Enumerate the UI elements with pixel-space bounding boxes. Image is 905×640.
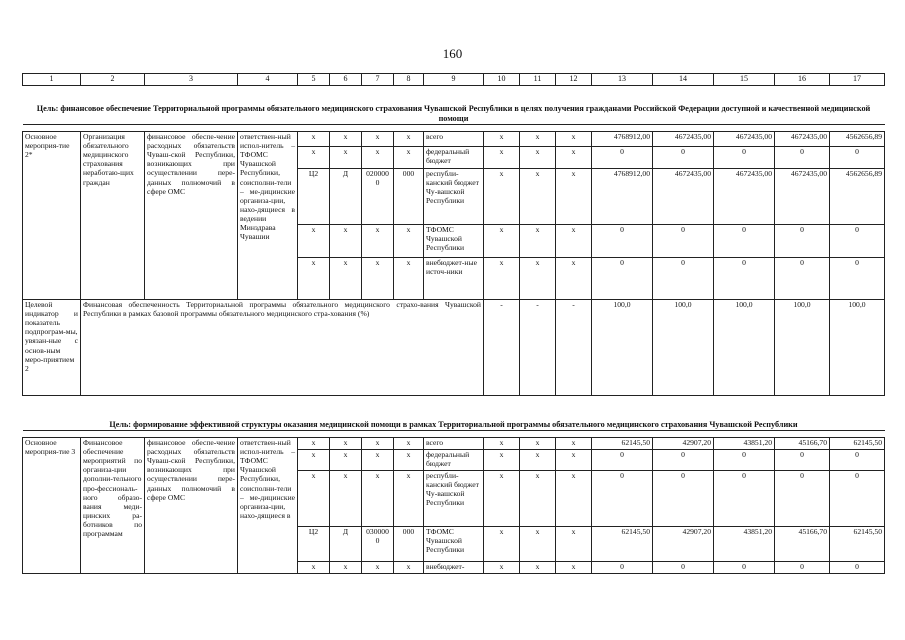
cell-target: x <box>362 258 394 300</box>
cell-amount: 62145,50 <box>830 438 885 450</box>
cell-value: x <box>484 225 520 258</box>
cell-source: ТФОМС Чувашской Республики <box>424 225 484 258</box>
table-row <box>23 438 885 450</box>
cell-amount: 43851,20 <box>714 527 775 562</box>
cell-amount: 62145,50 <box>830 527 885 562</box>
cell-value: x <box>520 527 556 562</box>
cell-amount: 4768912,00 <box>592 169 653 225</box>
cell-value: x <box>484 562 520 574</box>
cell-amount: 0 <box>653 450 714 471</box>
column-number: 3 <box>145 74 238 86</box>
cell-value: x <box>520 147 556 169</box>
table-row <box>23 132 885 147</box>
measure-task: финансовое обеспе-чение расходных обязательств Чуваш-ской Республики, возникающих при осуществлении пере-данных полномочий в сфере ОМС <box>145 132 238 300</box>
cell-value: x <box>484 471 520 527</box>
cell-amount: 4562656,89 <box>830 169 885 225</box>
column-number: 15 <box>714 74 775 86</box>
column-number: 13 <box>592 74 653 86</box>
cell-source: всего <box>424 132 484 147</box>
cell-amount: 4672435,00 <box>775 169 830 225</box>
cell-type: x <box>394 132 424 147</box>
cell-section: x <box>330 258 362 300</box>
cell-amount: 0 <box>714 562 775 574</box>
cell-type: x <box>394 258 424 300</box>
cell-amount: 0 <box>775 225 830 258</box>
cell-amount: 0 <box>714 450 775 471</box>
cell-value: x <box>520 471 556 527</box>
cell-type: x <box>394 471 424 527</box>
program-table <box>22 73 885 574</box>
cell-section: x <box>330 471 362 527</box>
cell-target: x <box>362 450 394 471</box>
cell-amount: 100,0 <box>830 300 885 396</box>
cell-amount: 0 <box>830 258 885 300</box>
cell-target: x <box>362 471 394 527</box>
column-number: 4 <box>238 74 298 86</box>
cell-section: Д <box>330 169 362 225</box>
cell-value: x <box>556 527 592 562</box>
cell-value: x <box>556 450 592 471</box>
cell-value: x <box>520 450 556 471</box>
column-number: 6 <box>330 74 362 86</box>
cell-value: - <box>520 300 556 396</box>
cell-amount: 45166,70 <box>775 438 830 450</box>
cell-grbs: x <box>298 438 330 450</box>
cell-type: x <box>394 562 424 574</box>
cell-value: x <box>520 132 556 147</box>
goal-row <box>23 396 885 431</box>
cell-target: x <box>362 132 394 147</box>
cell-amount: 4672435,00 <box>714 132 775 147</box>
cell-amount: 100,0 <box>653 300 714 396</box>
indicator-row <box>23 300 885 396</box>
measure-name: Основное мероприя-тие 2* <box>23 132 81 300</box>
goal-heading: Цель: финансовое обеспечение Территориальной программы обязательного медицинского страхования Чувашской Республики в целях получения гражданами Российской Федерации доступной и качественной медицинской помощи <box>23 86 885 125</box>
cell-section: Д <box>330 527 362 562</box>
measure-task: финансовое обеспе-чение расходных обязательств Чуваш-ской Республики, возникающих при осуществлении пере-данных полномочий в сфере ОМС <box>145 438 238 574</box>
column-number: 8 <box>394 74 424 86</box>
cell-target: x <box>362 147 394 169</box>
cell-value: x <box>520 225 556 258</box>
cell-amount: 4672435,00 <box>714 169 775 225</box>
spacer <box>23 431 885 438</box>
cell-source: республи-канский бюджет Чу-вашской Республики <box>424 471 484 527</box>
cell-amount: 0 <box>592 225 653 258</box>
cell-grbs: x <box>298 132 330 147</box>
cell-amount: 0 <box>830 562 885 574</box>
column-number: 11 <box>520 74 556 86</box>
column-number: 2 <box>81 74 145 86</box>
cell-amount: 0 <box>653 147 714 169</box>
cell-amount: 0 <box>775 471 830 527</box>
cell-type: x <box>394 147 424 169</box>
cell-amount: 0 <box>714 471 775 527</box>
cell-value: x <box>484 169 520 225</box>
cell-amount: 0 <box>653 258 714 300</box>
cell-section: x <box>330 450 362 471</box>
cell-type: 000 <box>394 527 424 562</box>
goal-row <box>23 86 885 125</box>
cell-source: республи-канский бюджет Чу-вашской Республики <box>424 169 484 225</box>
cell-value: x <box>556 471 592 527</box>
cell-amount: 62145,50 <box>592 438 653 450</box>
cell-amount: 0 <box>830 147 885 169</box>
cell-target: 020000 0 <box>362 169 394 225</box>
cell-amount: 42907,20 <box>653 438 714 450</box>
indicator-label: Целевой индикатор и показатель подпрограм-мы, увязан-ные с основ-ным меро-приятием 2 <box>23 300 81 396</box>
cell-value: x <box>484 147 520 169</box>
page-number: 160 <box>442 46 463 61</box>
measure-title: Финансовое обеспечение мероприятий по организа-ции дополни-тельного про-фессиональ-ного образо-вания меди-цинских ра-ботников по программам <box>81 438 145 574</box>
cell-grbs: x <box>298 147 330 169</box>
column-number: 1 <box>23 74 81 86</box>
cell-type: x <box>394 450 424 471</box>
cell-amount: 0 <box>592 147 653 169</box>
cell-value: x <box>556 438 592 450</box>
cell-amount: 0 <box>653 225 714 258</box>
cell-value: x <box>520 438 556 450</box>
cell-amount: 0 <box>592 562 653 574</box>
cell-amount: 100,0 <box>714 300 775 396</box>
cell-value: - <box>484 300 520 396</box>
cell-section: x <box>330 147 362 169</box>
cell-value: x <box>556 147 592 169</box>
column-number: 17 <box>830 74 885 86</box>
cell-section: x <box>330 562 362 574</box>
column-number: 12 <box>556 74 592 86</box>
cell-type: x <box>394 438 424 450</box>
cell-amount: 0 <box>714 147 775 169</box>
column-number: 14 <box>653 74 714 86</box>
cell-grbs: Ц2 <box>298 169 330 225</box>
cell-section: x <box>330 438 362 450</box>
column-number: 5 <box>298 74 330 86</box>
cell-target: x <box>362 225 394 258</box>
indicator-text: Финансовая обеспеченность Территориальной программы обязательного медицинского страхо-вания Чувашской Республики в рамках базовой программы обязательного медицинского стра-хования (%) <box>81 300 484 396</box>
cell-amount: 42907,20 <box>653 527 714 562</box>
cell-value: x <box>556 225 592 258</box>
cell-amount: 45166,70 <box>775 527 830 562</box>
cell-type: 000 <box>394 169 424 225</box>
cell-source: федеральный бюджет <box>424 147 484 169</box>
cell-value: x <box>556 562 592 574</box>
column-number: 7 <box>362 74 394 86</box>
column-number: 10 <box>484 74 520 86</box>
cell-type: x <box>394 225 424 258</box>
cell-amount: 0 <box>830 450 885 471</box>
cell-source: ТФОМС Чувашской Республики <box>424 527 484 562</box>
cell-amount: 4562656,89 <box>830 132 885 147</box>
cell-value: x <box>556 169 592 225</box>
measure-name: Основное мероприя-тие 3 <box>23 438 81 574</box>
cell-target: x <box>362 562 394 574</box>
column-number: 16 <box>775 74 830 86</box>
measure-executor: ответствен-ный испол-нитель – ТФОМС Чувашской Республики, соисполни-тели – ме-дицинские организа-ции, нахо-дящиеся в <box>238 438 298 574</box>
cell-grbs: Ц2 <box>298 527 330 562</box>
cell-source: внебюджет- <box>424 562 484 574</box>
cell-amount: 0 <box>830 471 885 527</box>
cell-amount: 0 <box>775 258 830 300</box>
cell-amount: 0 <box>653 471 714 527</box>
cell-amount: 0 <box>592 450 653 471</box>
cell-value: x <box>556 258 592 300</box>
cell-grbs: x <box>298 258 330 300</box>
cell-value: x <box>484 258 520 300</box>
cell-grbs: x <box>298 225 330 258</box>
measure-executor: ответствен-ный испол-нитель – ТФОМС Чувашской Республики, соисполни-тели – ме-дицинские организа-ции, нахо-дящиеся в ведении Минздрава Чувашии <box>238 132 298 300</box>
spacer <box>23 125 885 132</box>
cell-value: x <box>520 562 556 574</box>
cell-grbs: x <box>298 450 330 471</box>
cell-amount: 43851,20 <box>714 438 775 450</box>
cell-amount: 0 <box>714 258 775 300</box>
cell-amount: 0 <box>592 258 653 300</box>
cell-section: x <box>330 225 362 258</box>
cell-amount: 0 <box>592 471 653 527</box>
cell-value: x <box>484 438 520 450</box>
cell-amount: 62145,50 <box>592 527 653 562</box>
goal-heading: Цель: формирование эффективной структуры оказания медицинской помощи в рамках Территориальной программы обязательного медицинского страхования Чувашской Республики <box>23 396 885 431</box>
cell-value: x <box>484 450 520 471</box>
cell-amount: 0 <box>775 147 830 169</box>
measure-title: Организация обязательного медицинского страхования неработаю-щих граждан <box>81 132 145 300</box>
cell-value: x <box>520 258 556 300</box>
cell-amount: 100,0 <box>592 300 653 396</box>
cell-amount: 4768912,00 <box>592 132 653 147</box>
column-number: 9 <box>424 74 484 86</box>
cell-amount: 0 <box>714 225 775 258</box>
cell-amount: 0 <box>775 450 830 471</box>
column-number-row <box>23 74 885 86</box>
cell-section: x <box>330 132 362 147</box>
cell-value: - <box>556 300 592 396</box>
cell-target: 030000 0 <box>362 527 394 562</box>
cell-source: всего <box>424 438 484 450</box>
cell-grbs: x <box>298 562 330 574</box>
cell-source: внебюджет-ные источ-ники <box>424 258 484 300</box>
cell-amount: 4672435,00 <box>653 169 714 225</box>
cell-value: x <box>556 132 592 147</box>
cell-amount: 4672435,00 <box>653 132 714 147</box>
cell-value: x <box>484 132 520 147</box>
cell-amount: 0 <box>775 562 830 574</box>
cell-amount: 0 <box>653 562 714 574</box>
cell-target: x <box>362 438 394 450</box>
cell-amount: 0 <box>830 225 885 258</box>
cell-amount: 100,0 <box>775 300 830 396</box>
cell-value: x <box>520 169 556 225</box>
cell-value: x <box>484 527 520 562</box>
cell-source: федеральный бюджет <box>424 450 484 471</box>
cell-amount: 4672435,00 <box>775 132 830 147</box>
cell-grbs: x <box>298 471 330 527</box>
